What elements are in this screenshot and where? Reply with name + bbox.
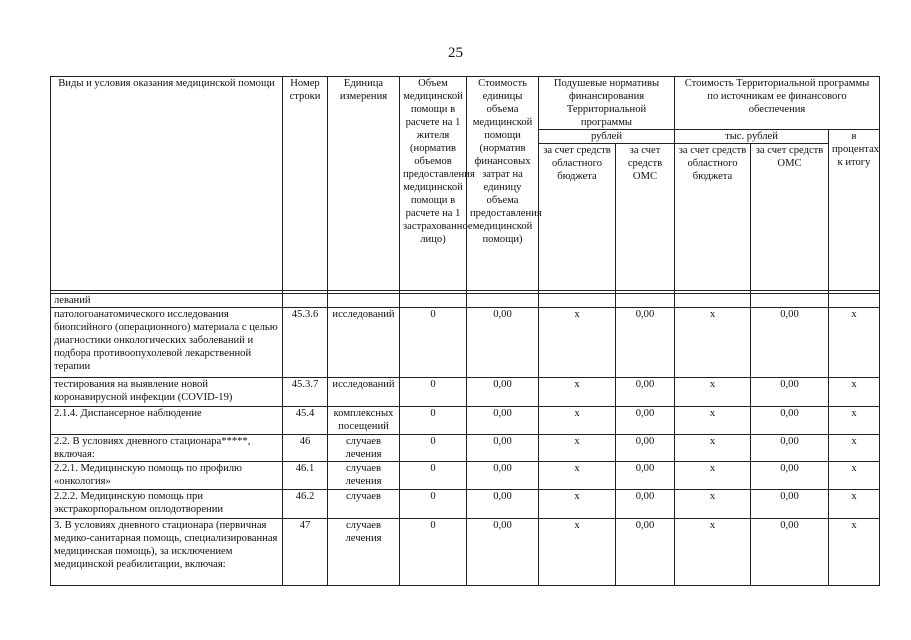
row-unit: случаев лечения bbox=[328, 462, 400, 490]
row-per-capita-budget: x bbox=[539, 519, 616, 586]
row-unit: случаев лечения bbox=[328, 435, 400, 462]
row-cost: 0,00 bbox=[467, 407, 539, 435]
row-program-oms: 0,00 bbox=[751, 407, 829, 435]
row-percent: x bbox=[829, 462, 880, 490]
row-unit: случаев bbox=[328, 490, 400, 519]
row-program-oms: 0,00 bbox=[751, 435, 829, 462]
row-number: 45.4 bbox=[283, 407, 328, 435]
row-unit: случаев лечения bbox=[328, 519, 400, 586]
page-number: 25 bbox=[448, 45, 463, 61]
row-program-budget: x bbox=[675, 490, 751, 519]
table-row bbox=[51, 407, 880, 435]
row-per-capita-budget: x bbox=[539, 462, 616, 490]
row-per-capita-budget: x bbox=[539, 378, 616, 407]
header-regional-budget: за счет средств областного бюджета bbox=[539, 144, 616, 291]
row-per-capita-oms: 0,00 bbox=[616, 490, 675, 519]
row-volume: 0 bbox=[400, 407, 467, 435]
row-percent: x bbox=[829, 435, 880, 462]
row-per-capita-budget: x bbox=[539, 407, 616, 435]
row-number: 46 bbox=[283, 435, 328, 462]
header-cost-sources: Стоимость Территориальной программы по источникам ее финансового обеспечения bbox=[675, 77, 880, 130]
row-program-oms: 0,00 bbox=[751, 378, 829, 407]
row-program-budget: x bbox=[675, 378, 751, 407]
row-program-budget bbox=[675, 294, 751, 308]
row-percent: x bbox=[829, 308, 880, 378]
row-per-capita-budget: x bbox=[539, 490, 616, 519]
row-percent: x bbox=[829, 378, 880, 407]
row-number: 47 bbox=[283, 519, 328, 586]
row-name: леваний bbox=[51, 294, 283, 308]
row-percent: x bbox=[829, 407, 880, 435]
table-row bbox=[51, 490, 880, 519]
row-percent: x bbox=[829, 490, 880, 519]
row-program-budget: x bbox=[675, 462, 751, 490]
row-cost: 0,00 bbox=[467, 435, 539, 462]
row-volume bbox=[400, 294, 467, 308]
row-number: 45.3.7 bbox=[283, 378, 328, 407]
row-per-capita-oms bbox=[616, 294, 675, 308]
row-name: 3. В условиях дневного стационара (первичная медико-санитарная помощь, специализированная медицинская помощь), за исключением медицинской реабилитации, включая: bbox=[51, 519, 283, 586]
row-number: 45.3.6 bbox=[283, 308, 328, 378]
row-unit: комплексных посещений bbox=[328, 407, 400, 435]
row-per-capita-budget bbox=[539, 294, 616, 308]
row-name: 2.2.1. Медицинскую помощь по профилю «онкология» bbox=[51, 462, 283, 490]
header-volume: Объем медицинской помощи в расчете на 1 жителя (норматив объемов предоставления медицинской помощи в расчете на 1 застрахованное лицо) bbox=[400, 77, 467, 291]
row-percent bbox=[829, 294, 880, 308]
row-program-oms: 0,00 bbox=[751, 462, 829, 490]
medical-care-table bbox=[50, 76, 880, 586]
row-cost bbox=[467, 294, 539, 308]
row-per-capita-oms: 0,00 bbox=[616, 435, 675, 462]
row-cost: 0,00 bbox=[467, 519, 539, 586]
header-oms-2: за счет средств ОМС bbox=[751, 144, 829, 291]
header-oms: за счет средств ОМС bbox=[616, 144, 675, 291]
row-program-budget: x bbox=[675, 519, 751, 586]
row-volume: 0 bbox=[400, 435, 467, 462]
table-row bbox=[51, 308, 880, 378]
header-kinds: Виды и условия оказания медицинской помощи bbox=[51, 77, 283, 291]
row-program-oms: 0,00 bbox=[751, 490, 829, 519]
row-volume: 0 bbox=[400, 490, 467, 519]
table-row bbox=[51, 378, 880, 407]
row-name: 2.1.4. Диспансерное наблюдение bbox=[51, 407, 283, 435]
row-per-capita-budget: x bbox=[539, 308, 616, 378]
row-volume: 0 bbox=[400, 378, 467, 407]
row-program-oms: 0,00 bbox=[751, 519, 829, 586]
row-unit: исследований bbox=[328, 378, 400, 407]
row-volume: 0 bbox=[400, 308, 467, 378]
row-name: патологоанатомического исследования биопсийного (операционного) материала с целью диагностики онкологических заболеваний и подбора противоопухолевой лекарственной терапии bbox=[51, 308, 283, 378]
row-per-capita-oms: 0,00 bbox=[616, 378, 675, 407]
header-line-number: Номер строки bbox=[283, 77, 328, 291]
row-volume: 0 bbox=[400, 462, 467, 490]
row-name: 2.2. В условиях дневного стационара*****, включая: bbox=[51, 435, 283, 462]
row-per-capita-budget: x bbox=[539, 435, 616, 462]
table-row bbox=[51, 294, 880, 308]
header-rubles: рублей bbox=[539, 130, 675, 144]
table-row bbox=[51, 462, 880, 490]
row-cost: 0,00 bbox=[467, 490, 539, 519]
header-regional-budget-2: за счет средств областного бюджета bbox=[675, 144, 751, 291]
table-row bbox=[51, 519, 880, 586]
row-number bbox=[283, 294, 328, 308]
row-cost: 0,00 bbox=[467, 462, 539, 490]
row-per-capita-oms: 0,00 bbox=[616, 462, 675, 490]
header-thousand-rubles: тыс. рублей bbox=[675, 130, 829, 144]
row-cost: 0,00 bbox=[467, 378, 539, 407]
row-volume: 0 bbox=[400, 519, 467, 586]
row-per-capita-oms: 0,00 bbox=[616, 519, 675, 586]
row-unit: исследований bbox=[328, 308, 400, 378]
row-cost: 0,00 bbox=[467, 308, 539, 378]
row-program-budget: x bbox=[675, 435, 751, 462]
row-unit bbox=[328, 294, 400, 308]
header-row-1 bbox=[51, 77, 880, 130]
row-per-capita-oms: 0,00 bbox=[616, 407, 675, 435]
row-name: 2.2.2. Медицинскую помощь при экстракорпоральном оплодотворении bbox=[51, 490, 283, 519]
row-percent: x bbox=[829, 519, 880, 586]
header-per-capita: Подушевые нормативы финансирования Территориальной программы bbox=[539, 77, 675, 130]
header-cost: Стоимость единицы объема медицинской помощи (норматив финансовых затрат на единицу объема предоставления медицинской помощи) bbox=[467, 77, 539, 291]
row-number: 46.1 bbox=[283, 462, 328, 490]
row-program-budget: x bbox=[675, 308, 751, 378]
row-program-oms: 0,00 bbox=[751, 308, 829, 378]
header-unit: Единица измерения bbox=[328, 77, 400, 291]
header-percent: в процентах к итогу bbox=[829, 130, 880, 291]
row-per-capita-oms: 0,00 bbox=[616, 308, 675, 378]
row-program-oms bbox=[751, 294, 829, 308]
row-program-budget: x bbox=[675, 407, 751, 435]
row-number: 46.2 bbox=[283, 490, 328, 519]
row-name: тестирования на выявление новой коронавирусной инфекции (COVID-19) bbox=[51, 378, 283, 407]
table-row bbox=[51, 435, 880, 462]
